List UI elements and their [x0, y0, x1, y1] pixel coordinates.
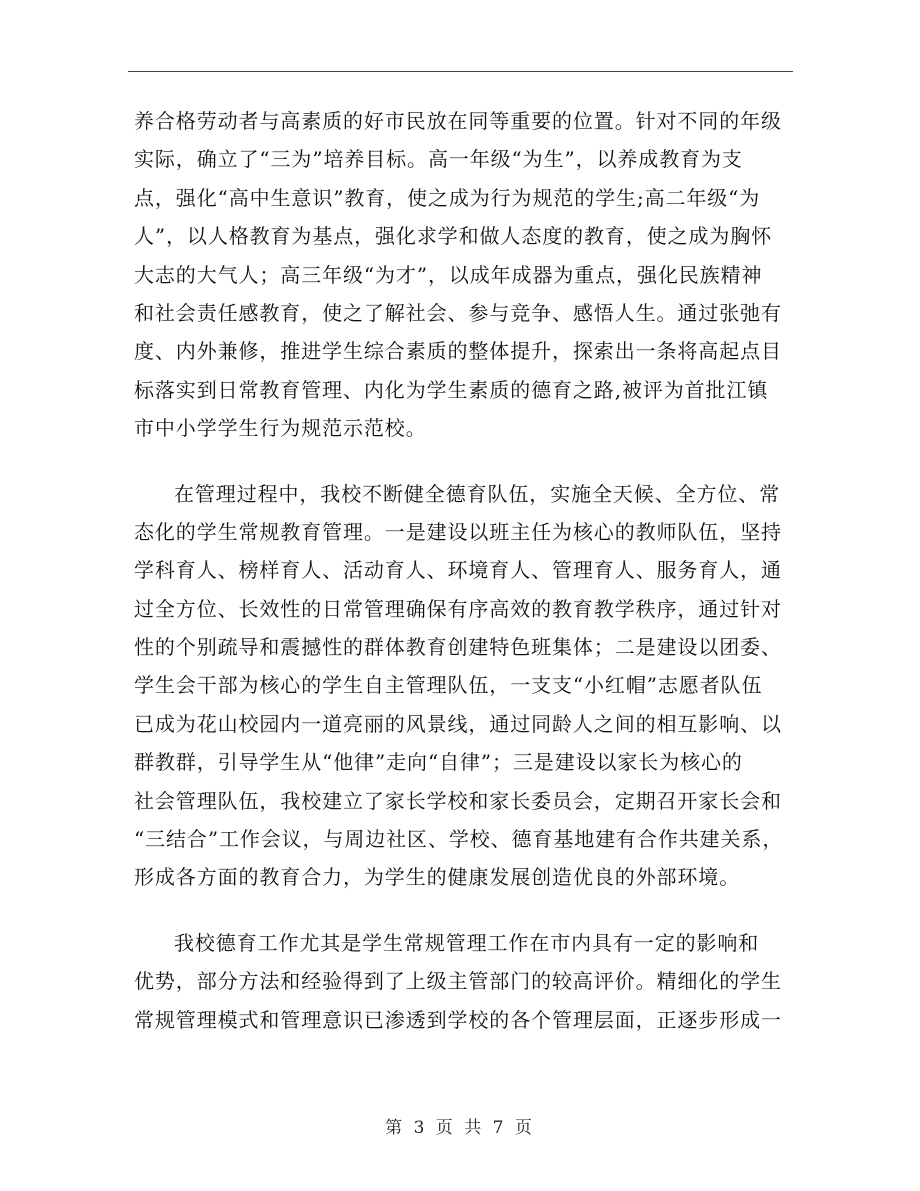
text-line: 形成各方面的教育合力，为学生的健康发展创造优良的外部环境。 [134, 865, 741, 890]
text-line: 大志的大气人；高三年级“为才”，以成年成器为重点，强化民族精神 [134, 262, 763, 287]
text-line: 学科育人、榜样育人、活动育人、环境育人、管理育人、服务育人，通 [134, 558, 782, 583]
header-rule [128, 71, 793, 72]
text-line: 和社会责任感教育，使之了解社会、参与竞争、感悟人生。通过张弛有 [134, 300, 782, 325]
text-line: 态化的学生常规教育管理。一是建设以班主任为核心的教师队伍，坚持 [134, 519, 782, 544]
text-line: 常规管理模式和管理意识已渗透到学校的各个管理层面，正逐步形成一 [134, 1007, 782, 1032]
text-line: 我校德育工作尤其是学生常规管理工作在市内具有一定的影响和 [174, 930, 760, 955]
text-line: 过全方位、长效性的日常管理确保有序高效的教育教学秩序，通过针对 [134, 596, 782, 621]
paragraph-2 [134, 475, 794, 897]
text-line: 社会管理队伍，我校建立了家长学校和家长委员会，定期召开家长会和 [134, 788, 782, 813]
paragraph-gap [134, 448, 794, 475]
text-line: 优势，部分方法和经验得到了上级主管部门的较高评价。精细化的学生 [134, 969, 782, 994]
text-line: 人”，以人格教育为基点，强化求学和做人态度的教育，使之成为胸怀 [134, 224, 773, 249]
paragraph-3 [134, 924, 794, 1039]
paragraph-1 [134, 102, 794, 448]
text-line: “三结合”工作会议，与周边社区、学校、德育基地建有合作共建关系， [134, 827, 784, 852]
text-line: 学生会干部为核心的学生自主管理队伍，一支支“小红帽”志愿者队伍 [134, 673, 763, 698]
text-line: 养合格劳动者与高素质的好市民放在同等重要的位置。针对不同的年级 [134, 109, 782, 133]
paragraph-gap [134, 897, 794, 924]
text-line: 已成为花山校园内一道亮丽的风景线，通过同龄人之间的相互影响、以 [134, 711, 782, 736]
text-line: 标落实到日常教育管理、内化为学生素质的德育之路,被评为首批江镇 [134, 377, 769, 402]
text-line: 度、内外兼修，推进学生综合素质的整体提升，探索出一条将高起点目 [134, 339, 782, 364]
text-line: 点，强化“高中生意识”教育，使之成为行为规范的学生;高二年级“为 [134, 185, 761, 210]
text-line: 市中小学学生行为规范示范校。 [134, 416, 427, 441]
text-line: 实际，确立了“三为”培养目标。高一年级“为生”，以养成教育为支 [134, 147, 743, 172]
body-text [134, 102, 794, 1039]
page-number-footer: 第 3 页 共 7 页 [385, 1118, 535, 1138]
text-line: 性的个别疏导和震撼性的群体教育创建特色班集体；二是建设以团委、 [134, 635, 782, 660]
text-line: 群教群，引导学生从“他律”走向“自律”；三是建设以家长为核心的 [134, 750, 743, 775]
text-line: 在管理过程中，我校不断健全德育队伍，实施全天候、全方位、常 [174, 481, 781, 506]
